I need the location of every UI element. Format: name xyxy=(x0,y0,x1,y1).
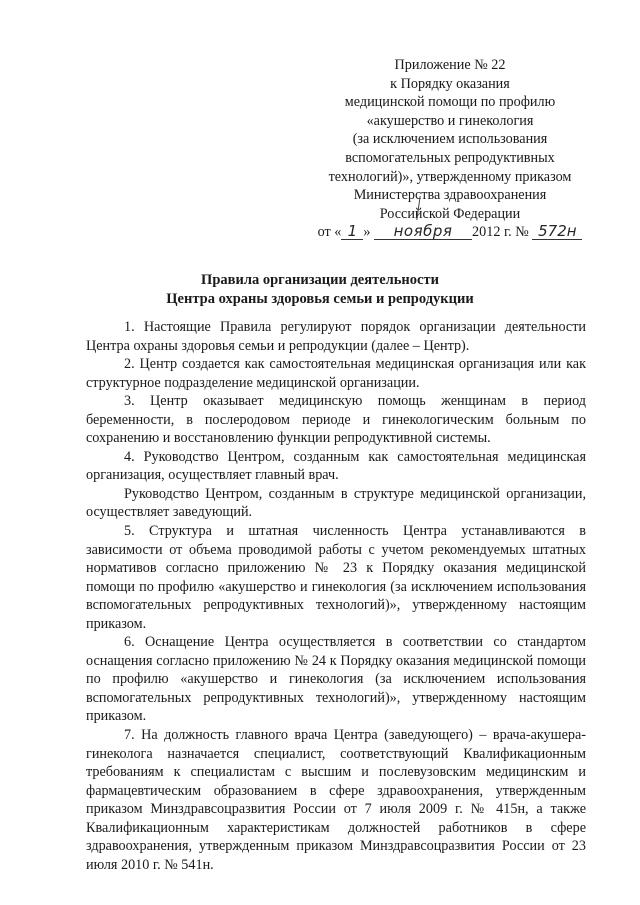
appendix-line: медицинской помощи по профилю xyxy=(344,94,556,111)
paragraph-5: 5. Структура и штатная численность Центра устанавливаются в зависимости от объема проводимой работы с учетом рекомендуемых штатных нормативов согласно приложению № 23 к Порядку оказания медицинской помощи по профилю «акушерство и гинекология (за исключением использования вспомогательных репродуктивных технологий)», утвержденному настоящим приказом. xyxy=(86,523,586,632)
order-date-line xyxy=(300,223,600,242)
appendix-line: технологий)», утвержденному приказом xyxy=(328,168,572,185)
appendix-header xyxy=(300,56,600,242)
appendix-line: Министерства здравоохранения xyxy=(353,187,547,204)
date-year: 2012 г. № xyxy=(472,224,529,241)
appendix-line: Приложение № 22 xyxy=(394,57,506,73)
document-title-line-2: Центра охраны здоровья семьи и репродукции xyxy=(166,291,474,307)
handwritten-order-number: 572н xyxy=(532,223,582,240)
paragraph-6: 6. Оснащение Центра осуществляется в соответствии со стандартом оснащения согласно приложению № 24 к Порядку оказания медицинской помощи по профилю «акушерство и гинекология (за исключением использования вспомогательных репродуктивных технологий)», утвержденному настоящим приказом. xyxy=(86,634,586,725)
document-title-line-1: Правила организации деятельности xyxy=(201,272,439,288)
paragraph-4-continued: Руководство Центром, созданным в структуре медицинской организации, осуществляет заведующий. xyxy=(86,485,586,521)
appendix-line: «акушерство и гинекология xyxy=(366,112,534,129)
paragraph-7: 7. На должность главного врача Центра (заведующего) – врача-акушера-гинеколога назначается специалист, соответствующий Квалификационным требованиям к специалистам с высшим и послевузовским медицинским и фармацевтическим образованием в сфере здравоохранения, утвержденным приказом Минздравсоцразвития России от 7 июля 2009 г. № 415н, а также Квалификационным характеристикам должностей работников в сфере здравоохранения, утвержденным приказом Минздравсоцразвития России от 23 июля 2010 г. № 541н. xyxy=(86,727,586,873)
date-mid: » xyxy=(363,224,371,241)
handwritten-day: 1 xyxy=(341,223,363,240)
paragraph-4: 4. Руководство Центром, созданным как самостоятельная медицинская организация, осуществляет главный врач. xyxy=(86,448,586,484)
paragraph-2: 2. Центр создается как самостоятельная медицинская организация или как структурное подразделение медицинской организации. xyxy=(86,356,586,391)
appendix-line: вспомогательных репродуктивных xyxy=(345,149,555,166)
appendix-line: к Порядку оказания xyxy=(390,75,510,92)
appendix-line: Российской Федерации xyxy=(379,205,521,222)
paragraph-3: 3. Центр оказывает медицинскую помощь женщинам в период беременности, в послеродовом периоде и гинекологическим больным по сохранению и восстановлению функции репродуктивной системы. xyxy=(86,393,586,447)
paragraph-1: 1. Настоящие Правила регулируют порядок организации деятельности Центра охраны здоровья семьи и репродукции (далее – Центр). xyxy=(86,319,586,354)
handwritten-month: ноября xyxy=(374,223,472,240)
date-prefix: от « xyxy=(317,224,342,241)
appendix-line: (за исключением использования xyxy=(352,131,548,148)
rules-body xyxy=(86,318,586,874)
